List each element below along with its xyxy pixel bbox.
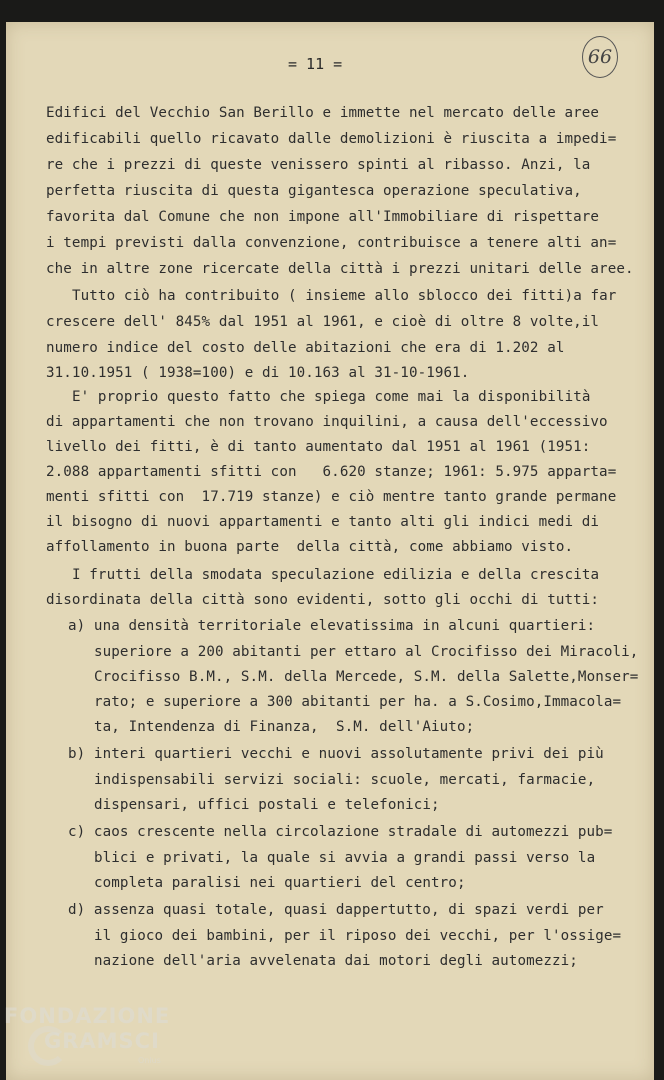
text-line: che in altre zone ricercate della città i prezzi unitari delle aree. bbox=[46, 261, 634, 277]
text-line: 31.10.1951 ( 1938=100) e di 10.163 al 31-10-1961. bbox=[46, 365, 470, 381]
text-line: dispensari, uffici postali e telefonici; bbox=[94, 797, 440, 813]
text-line: affollamento in buona parte della città, come abbiamo visto. bbox=[46, 539, 574, 555]
list-item-c: c) caos crescente nella circolazione stradale di automezzi pub= bbox=[68, 824, 613, 840]
watermark-line-3: Onlus bbox=[138, 1056, 161, 1065]
text-line: menti sfitti con 17.719 stanze) e ciò mentre tanto grande permane bbox=[46, 489, 617, 505]
text-line: blici e privati, la quale si avvia a grandi passi verso la bbox=[94, 850, 596, 866]
text-line: favorita dal Comune che non impone all'Immobiliare di rispettare bbox=[46, 209, 600, 225]
watermark-line-1: FONDAZIONE bbox=[4, 1004, 171, 1028]
text-line: re che i prezzi di queste venissero spinti al ribasso. Anzi, la bbox=[46, 157, 591, 173]
text-line: ta, Intendenza di Finanza, S.M. dell'Aiuto; bbox=[94, 719, 475, 735]
text-line: edificabili quello ricavato dalle demolizioni è riuscita a impedi= bbox=[46, 131, 617, 147]
text-line: il gioco dei bambini, per il riposo dei vecchi, per l'ossige= bbox=[94, 928, 622, 944]
text-line: 2.088 appartamenti sfitti con 6.620 stanze; 1961: 5.975 apparta= bbox=[46, 464, 617, 480]
text-line: i tempi previsti dalla convenzione, contribuisce a tenere alti an= bbox=[46, 235, 617, 251]
text-line: numero indice del costo delle abitazioni che era di 1.202 al bbox=[46, 340, 565, 356]
list-item-b: b) interi quartieri vecchi e nuovi assolutamente privi dei più bbox=[68, 746, 604, 762]
text-line: disordinata della città sono evidenti, sotto gli occhi di tutti: bbox=[46, 592, 600, 608]
text-line: indispensabili servizi sociali: scuole, mercati, farmacie, bbox=[94, 772, 596, 788]
text-line: E' proprio questo fatto che spiega come mai la disponibilità bbox=[72, 389, 591, 405]
text-line: crescere dell' 845% dal 1951 al 1961, e cioè di oltre 8 volte,il bbox=[46, 314, 600, 330]
text-line: perfetta riuscita di questa gigantesca operazione speculativa, bbox=[46, 183, 582, 199]
text-line: I frutti della smodata speculazione edilizia e della crescita bbox=[72, 567, 600, 583]
text-line: nazione dell'aria avvelenata dai motori degli automezzi; bbox=[94, 953, 578, 969]
text-line: livello dei fitti, è di tanto aumentato dal 1951 al 1961 (1951: bbox=[46, 439, 591, 455]
text-line: Crocifisso B.M., S.M. della Mercede, S.M. della Salette,Monser= bbox=[94, 669, 639, 685]
watermark-g-logo-icon bbox=[28, 1026, 68, 1066]
text-line: di appartamenti che non trovano inquilini, a causa dell'eccessivo bbox=[46, 414, 608, 430]
list-item-d: d) assenza quasi totale, quasi dappertutto, di spazi verdi per bbox=[68, 902, 604, 918]
text-line: Tutto ciò ha contribuito ( insieme allo sblocco dei fitti)a far bbox=[72, 288, 617, 304]
watermark-line-2: GRAMSCI bbox=[44, 1029, 160, 1053]
list-item-a: a) una densità territoriale elevatissima in alcuni quartieri: bbox=[68, 618, 596, 634]
text-line: Edifici del Vecchio San Berillo e immette nel mercato delle aree bbox=[46, 105, 600, 121]
text-line: il bisogno di nuovi appartamenti e tanto alti gli indici medi di bbox=[46, 514, 600, 530]
fondazione-gramsci-watermark bbox=[4, 1004, 171, 1065]
handwritten-page-mark: 66 bbox=[582, 36, 618, 78]
text-line: superiore a 200 abitanti per ettaro al Crocifisso dei Miracoli, bbox=[94, 644, 639, 660]
text-line: completa paralisi nei quartieri del centro; bbox=[94, 875, 466, 891]
page-number: = 11 = bbox=[288, 55, 343, 73]
text-line: rato; e superiore a 300 abitanti per ha. a S.Cosimo,Immacola= bbox=[94, 694, 622, 710]
